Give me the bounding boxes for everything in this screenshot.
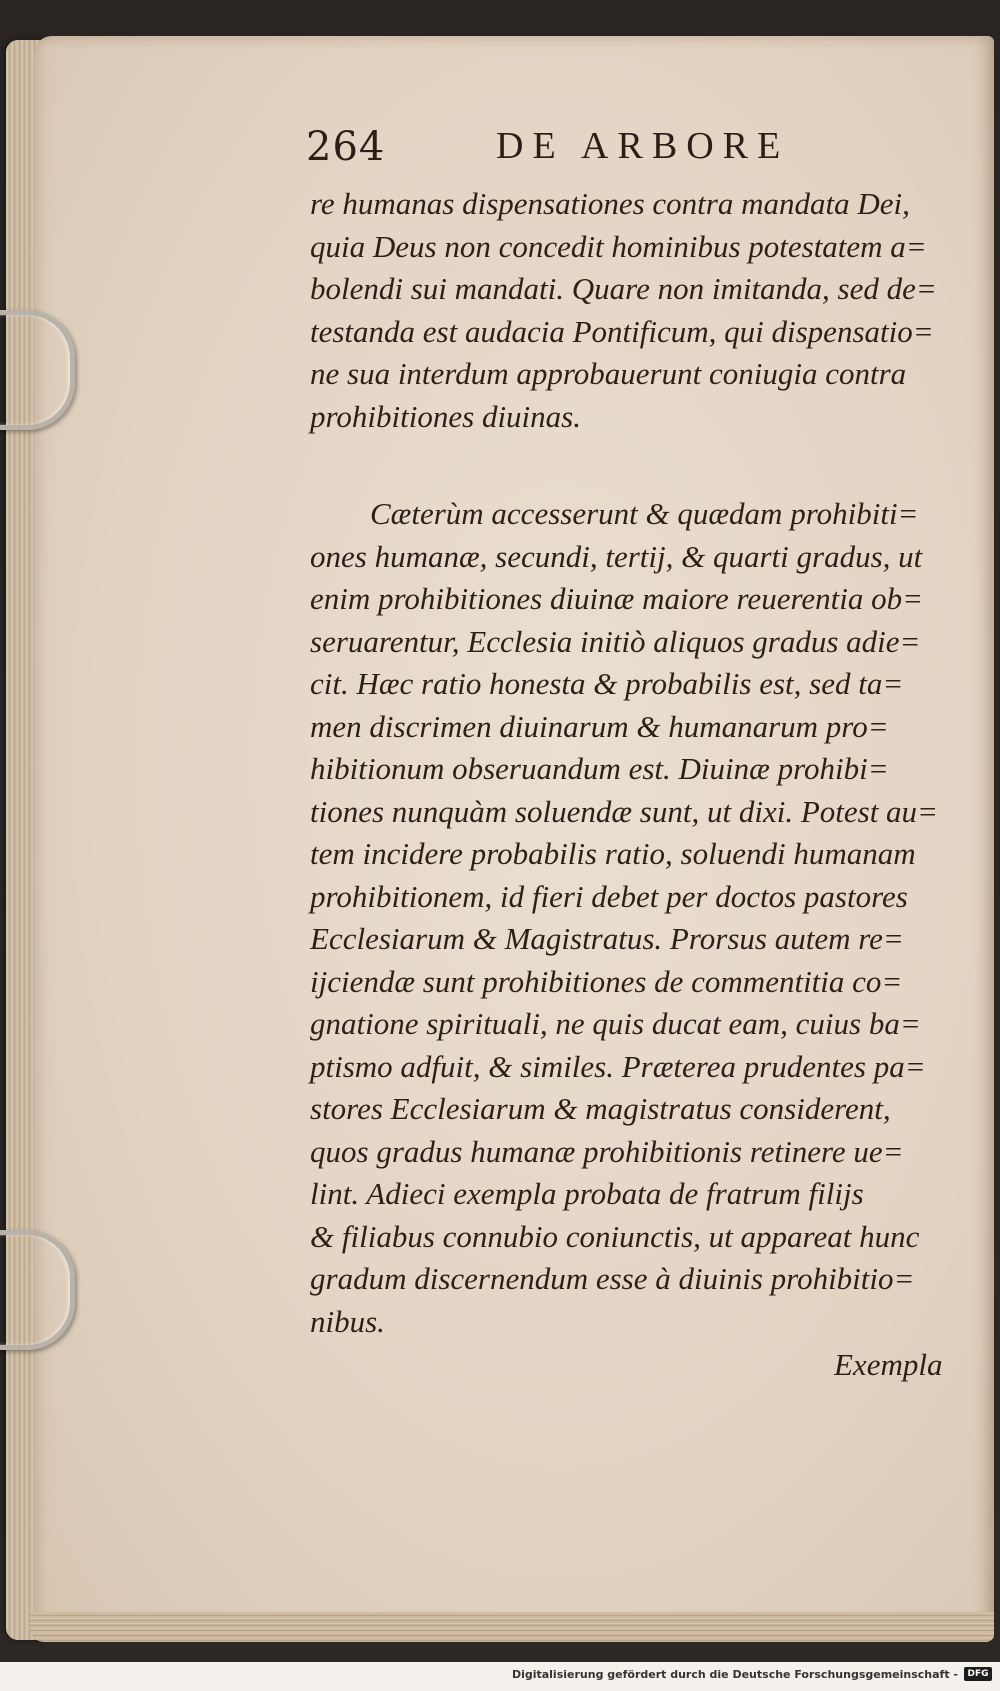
text-line: lint. Adieci exempla probata de fratrum filijs (310, 1176, 864, 1211)
page-clip-top (0, 310, 75, 430)
text-line: hibitionum obseruandum est. Diuinæ prohibi= (310, 751, 889, 786)
text-line: re humanas dispensationes contra mandata Dei, (310, 186, 910, 221)
text-line: ones humanæ, secundi, tertij, & quarti gradus, ut (310, 538, 923, 574)
page-header (306, 118, 826, 174)
paragraph-1 (310, 183, 960, 438)
text-line: ijciendæ sunt prohibitiones de commentitia co= (310, 963, 903, 999)
text-line: Ecclesiarum & Magistratus. Prorsus autem re= (310, 921, 904, 956)
text-line: prohibitiones diuinas. (310, 398, 581, 434)
text-line: ne sua interdum approbauerunt coniugia contra (310, 356, 907, 391)
text-line: bolendi sui mandati. Quare non imitanda, sed de= (310, 271, 937, 306)
text-line: & filiabus connubio coniunctis, ut appareat hunc (310, 1218, 920, 1254)
book-bottom-edges (30, 1612, 994, 1642)
footer-strip (0, 1662, 1000, 1691)
funding-credit: Digitalisierung gefördert durch die Deutsche Forschungsgemeinschaft - (511, 1668, 958, 1681)
text-line: quia Deus non concedit hominibus potestatem a= (310, 228, 927, 264)
catchword: Exempla (834, 1347, 943, 1382)
paragraph-2 (310, 493, 960, 1343)
text-line: gnatione spirituali, ne quis ducat eam, cuius ba= (310, 1006, 921, 1041)
running-head: DE ARBORE (496, 125, 790, 167)
text-line: prohibitionem, id fieri debet per doctos pastores (310, 878, 908, 914)
text-line: gradum discernendum esse à diuinis prohibitio= (310, 1261, 915, 1296)
text-line: Cæterùm accesserunt & quædam prohibiti= (370, 496, 919, 531)
dfg-logo: DFG (964, 1667, 992, 1681)
text-line: tem incidere probabilis ratio, soluendi humanam (310, 836, 916, 871)
text-line: cit. Hæc ratio honesta & probabilis est, sed ta= (310, 666, 904, 701)
page-number: 264 (306, 124, 386, 170)
text-line: testanda est audacia Pontificum, qui dispensatio= (310, 313, 934, 349)
text-line: ptismo adfuit, & similes. Præterea prudentes pa= (310, 1048, 926, 1084)
page-clip-bottom (0, 1230, 75, 1350)
text-line: enim prohibitiones diuinæ maiore reuerentia ob= (310, 581, 924, 616)
text-line: men discrimen diuinarum & humanarum pro= (310, 708, 889, 744)
text-line: stores Ecclesiarum & magistratus considerent, (310, 1091, 891, 1126)
text-line: nibus. (310, 1303, 385, 1339)
text-line: seruarentur, Ecclesia initiò aliquos gradus adie= (310, 623, 921, 659)
text-line: quos gradus humanæ prohibitionis retinere ue= (310, 1133, 904, 1169)
text-line: tiones nunquàm soluendæ sunt, ut dixi. Potest au= (310, 793, 938, 829)
